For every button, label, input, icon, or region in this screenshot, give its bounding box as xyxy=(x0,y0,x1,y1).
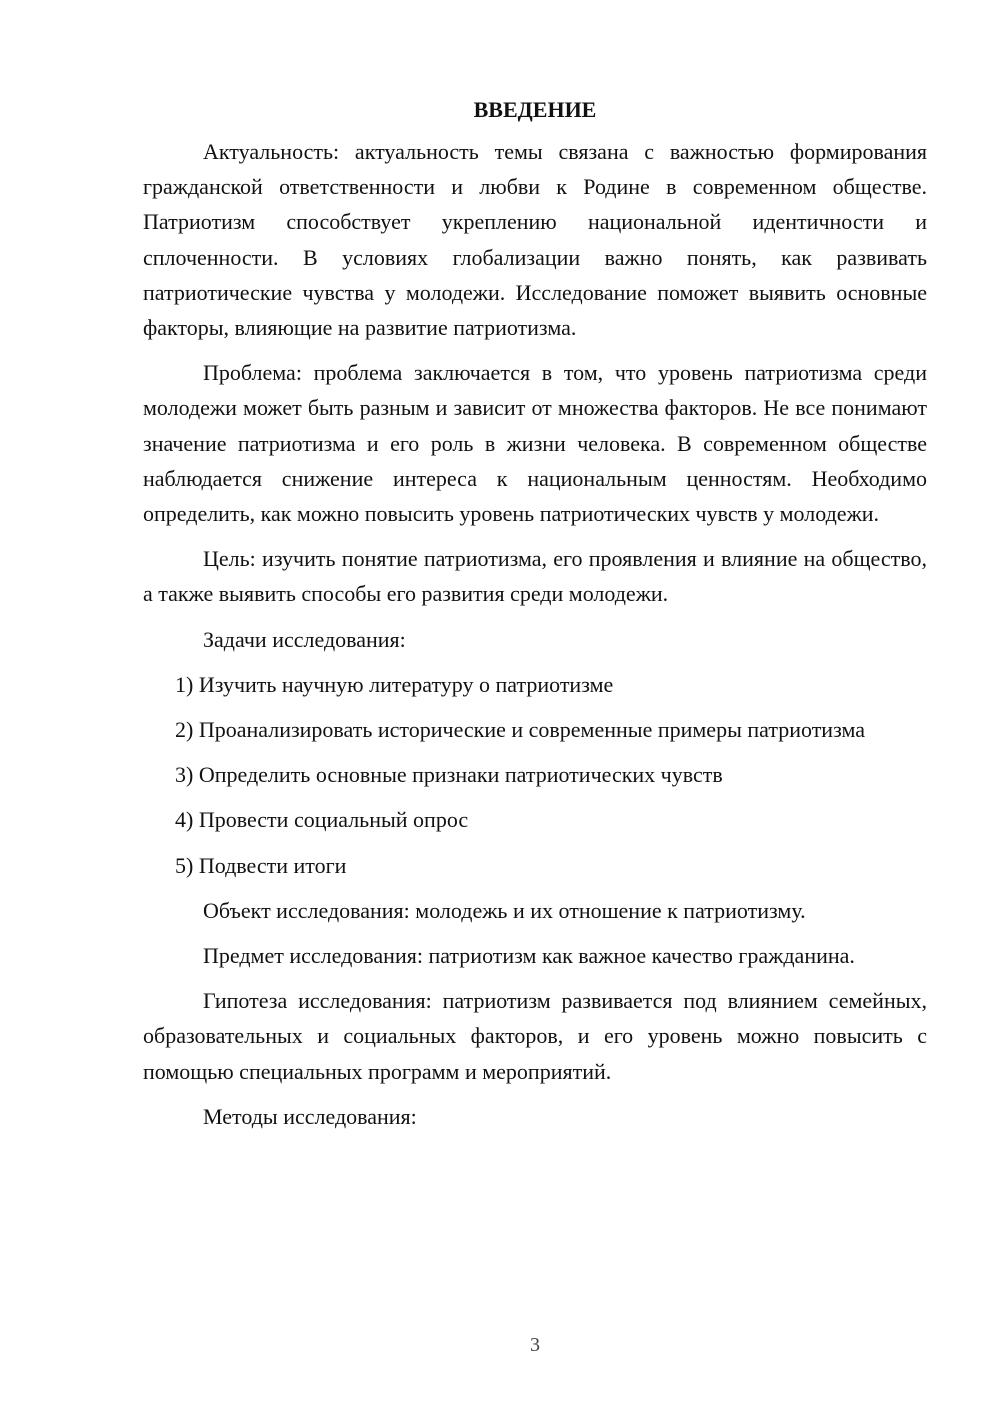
paragraph-problem: Проблема: проблема заключается в том, что уровень патриотизма среди молодежи может быть разным и зависит от множества факторов. Не все понимают значение патриотизма и его роль в жизни человека. В современном обществе наблюдается снижение интереса к национальным ценностям. Необходимо определить, как можно повысить уровень патриотических чувств у молодежи. xyxy=(143,360,927,527)
task-item: 3) Определить основные признаки патриотических чувств xyxy=(175,762,723,788)
page-number: 3 xyxy=(530,1334,540,1356)
paragraph-hypothesis: Гипотеза исследования: патриотизм развивается под влиянием семейных, образовательных и социальных факторов, и его уровень можно повысить с помощью специальных программ и мероприятий. xyxy=(143,988,927,1084)
paragraph-object: Объект исследования: молодежь и их отношение к патриотизму. xyxy=(203,897,806,923)
document-page xyxy=(143,92,927,1144)
task-item: 5) Подвести итоги xyxy=(175,852,347,878)
paragraph-methods: Методы исследования: xyxy=(203,1103,417,1129)
paragraph-subject: Предмет исследования: патриотизм как важное качество гражданина. xyxy=(203,943,855,969)
paragraph-goal: Цель: изучить понятие патриотизма, его проявления и влияние на общество, а также выявить способы его развития среди молодежи. xyxy=(143,546,927,607)
task-item: 2) Проанализировать исторические и современные примеры патриотизма xyxy=(175,717,865,743)
section-title: ВВЕДЕНИЕ xyxy=(473,97,597,122)
task-item: 1) Изучить научную литературу о патриотизме xyxy=(175,671,614,697)
task-item: 4) Провести социальный опрос xyxy=(175,807,469,833)
paragraph-tasks-heading: Задачи исследования: xyxy=(203,626,406,652)
paragraph-relevance: Актуальность: актуальность темы связана с важностью формирования гражданской ответственности и любви к Родине в современном обществе. Патриотизм способствует укреплению национальной идентичности и сплоченности. В условиях глобализации важно понять, как развивать патриотические чувства у молодежи. Исследование поможет выявить основные факторы, влияющие на развитие патриотизма. xyxy=(143,139,927,341)
